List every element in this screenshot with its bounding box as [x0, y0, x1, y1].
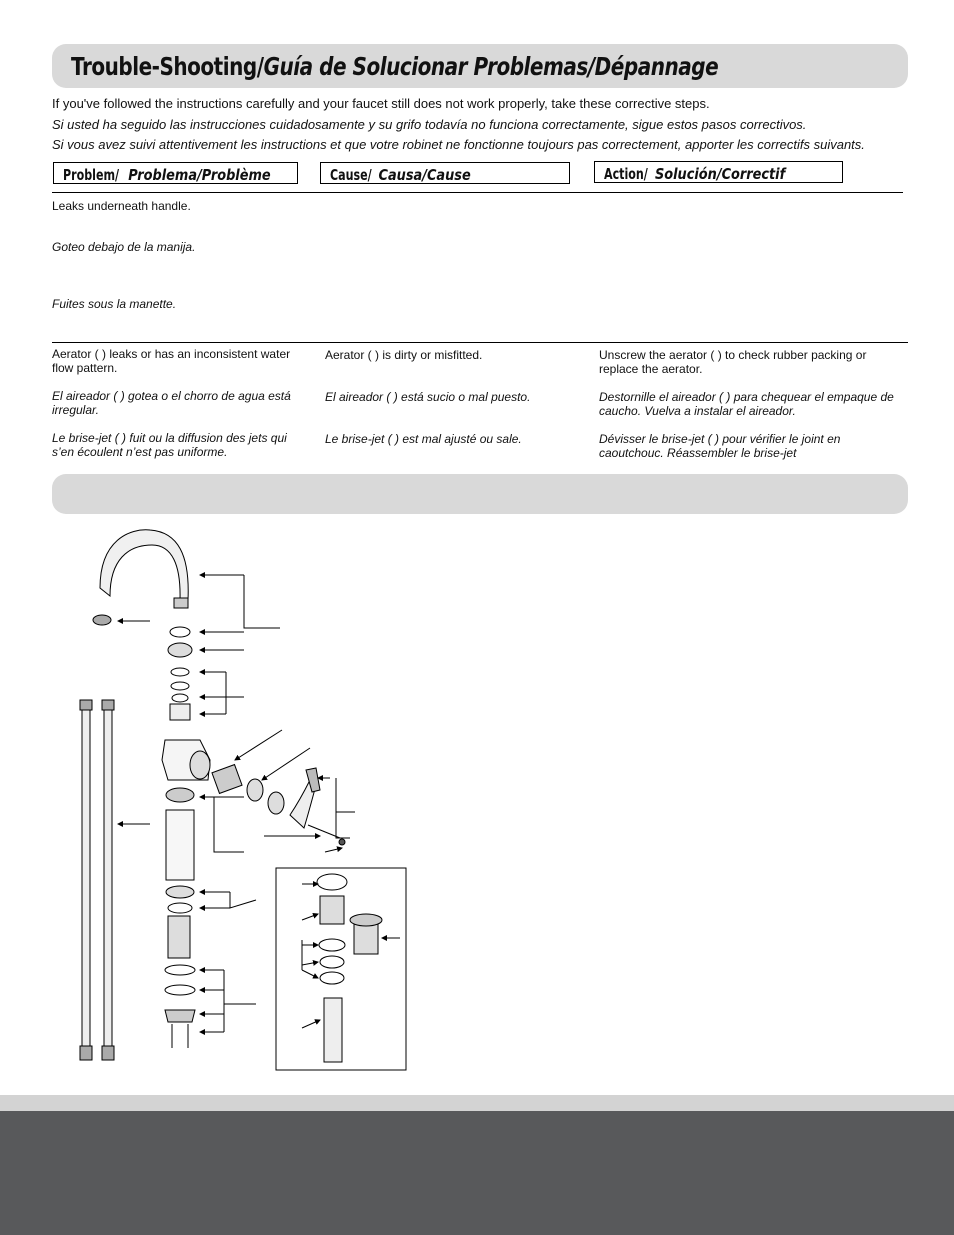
row2-cause-en: Aerator ( ) is dirty or misfitted. [325, 348, 483, 362]
spout-part [100, 530, 188, 600]
header-action [594, 161, 843, 183]
row2-action-fr: Dévisser le brise-jet ( ) pour vérifier le joint en caoutchouc. Réassembler le brise-jet [599, 432, 841, 460]
intro-english: If you've followed the instructions carefully and your faucet still does not work properly, take these corrective steps. [52, 96, 710, 111]
row1-problem-fr: Fuites sous la manette. [52, 297, 177, 311]
page-title [71, 52, 718, 81]
row2-action-es: Destornille el aireador ( ) para chequear el empaque de caucho. Vuelva a instalar el aireador. [599, 390, 894, 418]
intro-french: Si vous avez suivi attentivement les instructions et que votre robinet ne fonctionne toujours pas correctement, apporter les correctifs suivants. [52, 137, 865, 152]
washer-part [165, 985, 195, 995]
header-cause-en: Cause/ [330, 166, 372, 184]
header-action-other: Solución/Correctif [654, 165, 786, 183]
header-problem [53, 162, 298, 184]
supply-hose-left [82, 706, 90, 1052]
supply-hose-right [104, 706, 112, 1052]
title-banner [52, 44, 908, 88]
shank-part [166, 810, 194, 880]
header-rule [52, 192, 903, 193]
title-english: Trouble-Shooting/ [71, 52, 264, 81]
row2-action-en: Unscrew the aerator ( ) to check rubber packing or replace the aerator. [599, 348, 867, 376]
tailpiece-part [324, 998, 342, 1062]
parts-banner [52, 474, 908, 514]
header-problem-en: Problem/ [63, 166, 120, 184]
bonnet-part [247, 779, 263, 801]
escutcheon-part [268, 792, 284, 814]
row2-problem-es: El aireador ( ) gotea o el chorro de agua está irregular. [52, 389, 291, 417]
header-cause-other: Causa/Cause [378, 166, 471, 184]
header-problem-other: Problema/Problème [128, 166, 271, 184]
aerator-part [93, 615, 111, 625]
o-ring-part [170, 627, 190, 637]
washer-part [165, 965, 195, 975]
row1-problem-es: Goteo debajo de la manija. [52, 240, 196, 254]
exploded-parts-diagram [0, 520, 420, 1080]
title-spanish-french: Guía de Solucionar Problemas/Dépannage [263, 52, 719, 81]
header-action-en: Action/ [604, 165, 648, 183]
o-ring-part [172, 694, 188, 702]
row2-problem-fr: Le brise-jet ( ) fuit ou la diffusion des jets qui s’en écoulent n’est pas uniforme. [52, 431, 287, 459]
header-cause [320, 162, 570, 184]
row1-problem-en: Leaks underneath handle. [52, 199, 191, 213]
nut-part [168, 643, 192, 657]
sleeve-part [170, 704, 190, 720]
drain-cap-part [317, 874, 347, 890]
row2-cause-es: El aireador ( ) está sucio o mal puesto. [325, 390, 531, 404]
threaded-rod-part [168, 916, 190, 958]
drain-strainer-part [320, 896, 344, 924]
mounting-nut-part [165, 1010, 195, 1022]
row2-problem-en: Aerator ( ) leaks or has an inconsistent water flow pattern. [52, 347, 291, 375]
row-divider [52, 342, 908, 343]
o-ring-part [171, 668, 189, 676]
cartridge-part [212, 765, 242, 794]
o-ring-part [171, 682, 189, 690]
intro-spanish: Si usted ha seguido las instrucciones cuidadosamente y su grifo todavía no funciona correctamente, sigue estos pasos correctivos. [52, 117, 807, 132]
footer-light-band [0, 1095, 954, 1111]
row2-cause-fr: Le brise-jet ( ) est mal ajusté ou sale. [325, 432, 522, 446]
spout-tip-part [174, 598, 188, 608]
footer-dark-band [0, 1111, 954, 1235]
